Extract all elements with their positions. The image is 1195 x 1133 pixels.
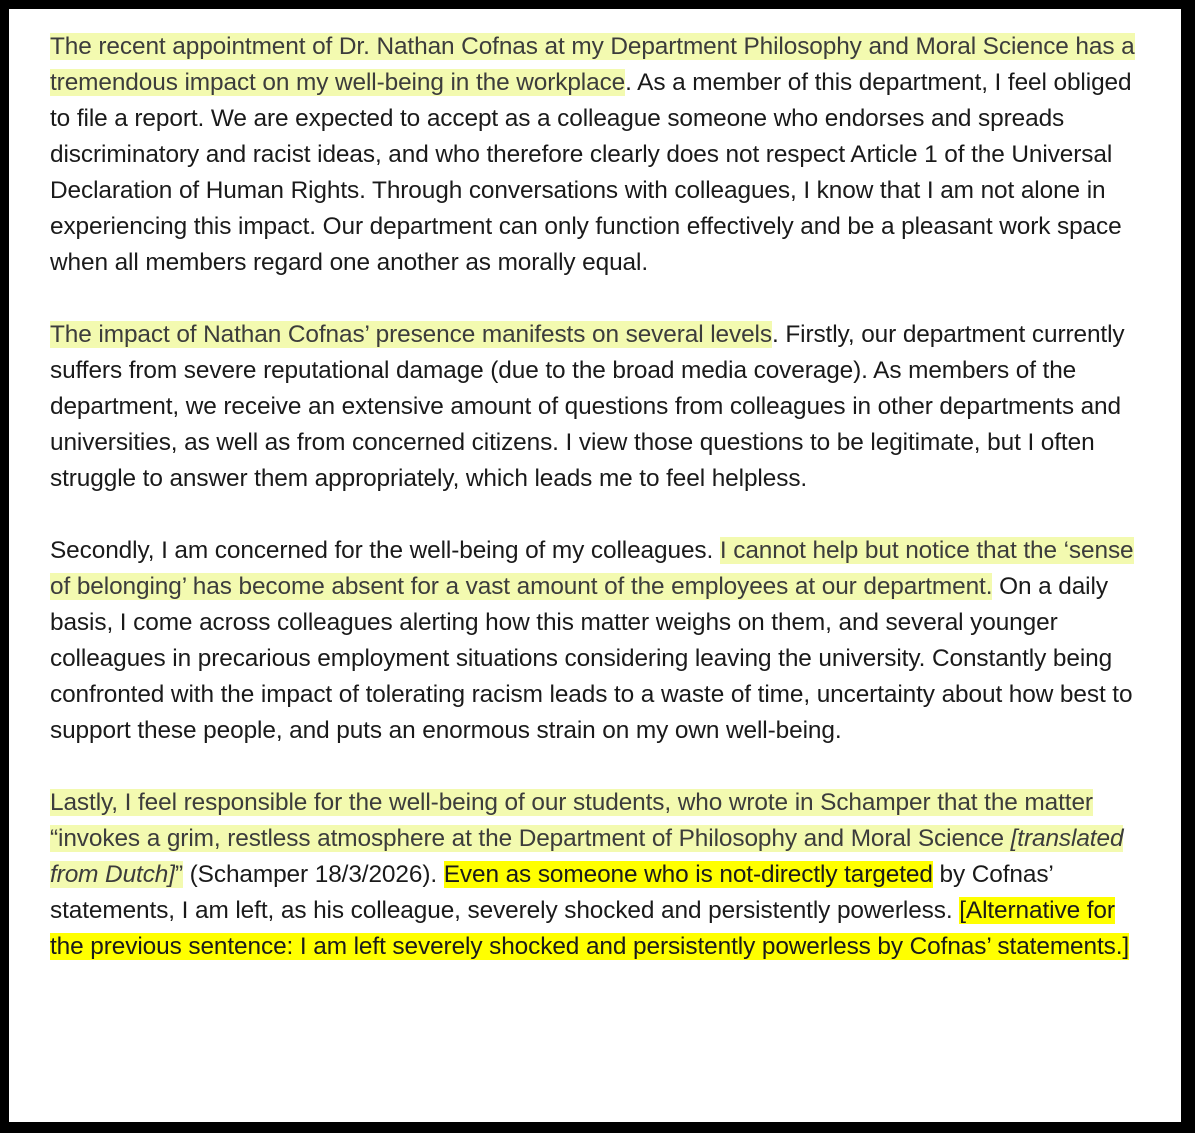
- highlighted-text: Lastly, I feel responsible for the well-being of our students, who wrote in Schamper that the matter “invokes a grim, restless atmosphere at the Department of Philosophy and Moral Science: [50, 789, 1093, 852]
- alternative-sentence: [Alternative for the previous sentence: I am left severely shocked and persistently powerless by Cofnas’ statements.]: [50, 897, 1130, 960]
- highlighted-text: The recent appointment of Dr. Nathan Cofnas at my Department Philosophy and Moral Science has a tremendous impact on my well-being in the workplace: [50, 33, 1135, 96]
- body-text: . As a member of this department, I feel obliged to file a report. We are expected to accept as a colleague someone who endorses and spreads discriminatory and racist ideas, and who therefore clearly does not respect Article 1 of the Universal Declaration of Human Rights. Through conversations with colleagues, I know that I am not alone in experiencing this impact. Our department can only function effectively and be a pleasant work space when all members regard one another as morally equal.: [50, 69, 1132, 276]
- paragraph-4: [50, 785, 1151, 965]
- translation-note: [translated from Dutch]: [50, 825, 1124, 888]
- body-text: (Schamper 18/3/2026).: [182, 861, 444, 888]
- paragraph-2: [50, 317, 1151, 497]
- paragraph-1: [50, 29, 1151, 281]
- body-text: by Cofnas’ statements, I am left, as his colleague, severely shocked and persistently powerless.: [50, 861, 1053, 924]
- body-text: On a daily basis, I come across colleagues alerting how this matter weighs on them, and several younger colleagues in precarious employment situations considering leaving the university. Constantly being confronted with the impact of tolerating racism leads to a waste of time, uncertainty about how best to support these people, and puts an enormous strain on my own well-being.: [50, 573, 1133, 744]
- paragraph-3: [50, 533, 1151, 749]
- highlighted-text: I cannot help but notice that the ‘sense of belonging’ has become absent for a vast amount of the employees at our department.: [50, 537, 1134, 600]
- closing-quote: ”: [174, 861, 183, 888]
- highlighted-text: The impact of Nathan Cofnas’ presence manifests on several levels: [50, 321, 772, 348]
- body-text: Secondly, I am concerned for the well-being of my colleagues.: [50, 537, 720, 564]
- document-page: [9, 9, 1181, 1122]
- strong-highlighted-text: Even as someone who is not-directly targeted: [443, 861, 933, 888]
- body-text: . Firstly, our department currently suffers from severe reputational damage (due to the broad media coverage). As members of the department, we receive an extensive amount of questions from colleagues in other departments and universities, as well as from concerned citizens. I view those questions to be legitimate, but I often struggle to answer them appropriately, which leads me to feel helpless.: [50, 321, 1125, 492]
